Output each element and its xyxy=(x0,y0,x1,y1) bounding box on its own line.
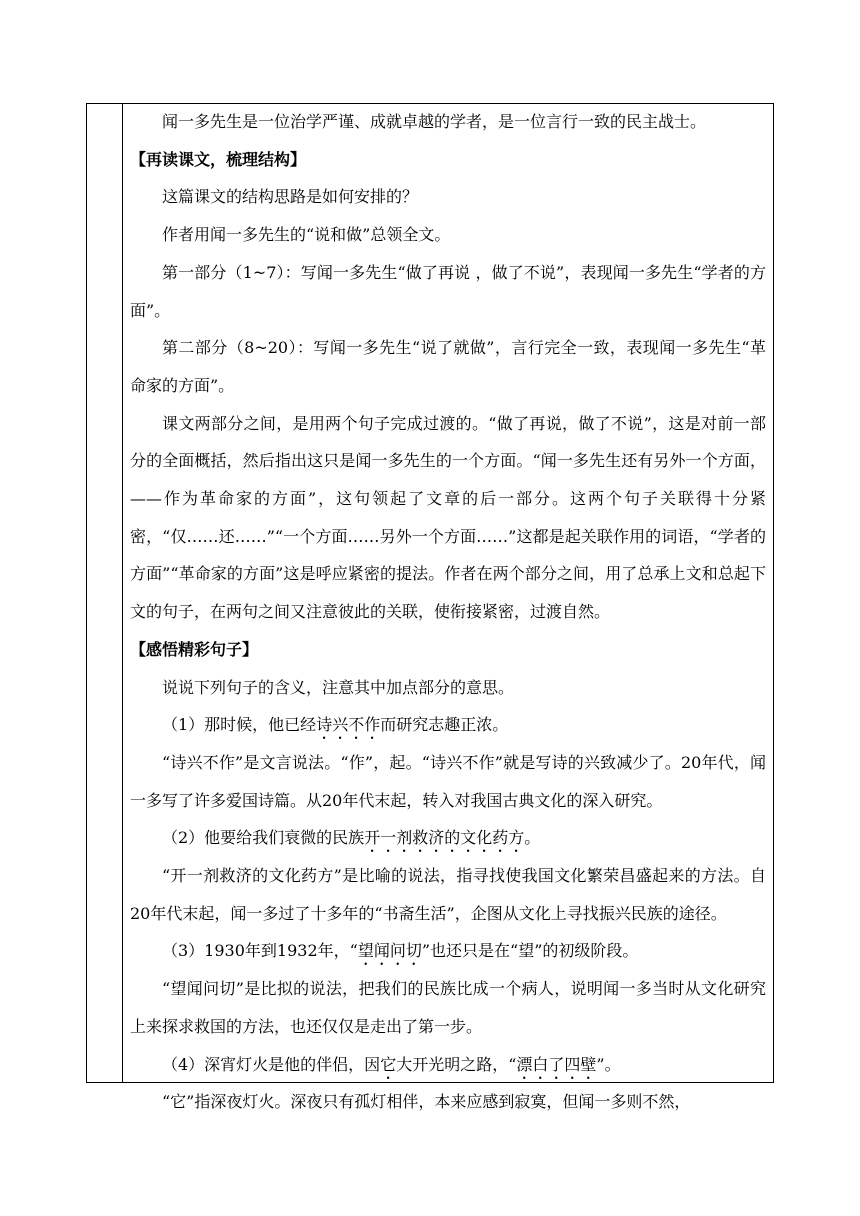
example-sentence-3 xyxy=(130,932,766,970)
emphasized-phrase: 它 xyxy=(380,1054,397,1074)
column-divider xyxy=(122,104,123,1082)
sentence-text: （3）1930年到1932年，“ xyxy=(162,941,358,961)
emphasized-phrase: 诗兴不作 xyxy=(316,715,381,735)
sentence-text: ”也还只是在“望”的初级阶段。 xyxy=(421,941,639,961)
paragraph: 第二部分（8~20）：写闻一多先生“说了就做”，言行完全一致，表现闻一多先生“革命家的方面”。 xyxy=(130,338,766,395)
example-sentence-1 xyxy=(130,706,766,744)
paragraph: “它”指深夜灯火。深夜只有孤灯相伴，本来应感到寂寞，但闻一多则不然， xyxy=(162,1092,691,1112)
sentence-text: 。 xyxy=(524,828,541,848)
sentence-text: （2）他要给我们衰微的民族 xyxy=(162,828,365,848)
sentence-text: ”。 xyxy=(596,1054,621,1074)
emphasized-phrase: 望闻问切 xyxy=(357,941,422,961)
section-heading-sentences: 【感悟精彩句子】 xyxy=(130,639,259,659)
paragraph: 闻一多先生是一位治学严谨、成就卓越的学者，是一位言行一致的民主战士。 xyxy=(162,112,707,131)
paragraph: 这篇课文的结构思路是如何安排的？ xyxy=(162,187,419,207)
paragraph: “开一剂救济的文化药方”是比喻的说法，指寻找使我国文化繁荣昌盛起来的方法。自20年代末起，闻一多过了十多年的“书斋生活”，企图从文化上寻找振兴民族的途径。 xyxy=(130,866,766,923)
sentence-text: （1）那时候，他已经 xyxy=(162,715,317,735)
sentence-text: 大开光明之路，“ xyxy=(396,1054,517,1074)
section-heading-reread: 【再读课文，梳理结构】 xyxy=(130,149,307,169)
paragraph: 作者用闻一多先生的“说和做”总领全文。 xyxy=(162,225,451,245)
sentence-text: 而研究志趣正浓。 xyxy=(380,715,509,735)
emphasized-phrase: 漂白了四壁 xyxy=(516,1054,597,1074)
paragraph: 课文两部分之间，是用两个句子完成过渡的。“做了再说，做了不说”，这是对前一部分的全面概括，然后指出这只是闻一多先生的一个方面。“闻一多先生还有另外一个方面，——作为革命家的方面”，这句领起了文章的后一部分。这两个句子关联得十分紧密，“仅……还……”“一个方面……另外一个方面……”这都是起关联作用的词语，“学者的方面”“革命家的方面”这是呼应紧密的提法。作者在两个部分之间，用了总承上文和总起下文的句子，在两句之间又注意彼此的关联，使衔接紧密，过渡自然。 xyxy=(130,413,766,622)
example-sentence-2 xyxy=(130,819,766,857)
sentence-text: （4）深宵灯火是他的伴侣，因 xyxy=(162,1054,381,1074)
document-body xyxy=(130,103,766,1121)
emphasized-phrase: 开一剂救济的文化药方 xyxy=(364,828,525,848)
paragraph: “望闻问切”是比拟的说法，把我们的民族比成一个病人，说明闻一多当时从文化研究上来探求救国的方法，也还仅仅是走出了第一步。 xyxy=(130,979,766,1036)
paragraph: 说说下列句子的含义，注意其中加点部分的意思。 xyxy=(162,677,515,697)
example-sentence-4 xyxy=(130,1046,766,1084)
paragraph: 第一部分（1~7）：写闻一多先生“做了再说 ，做了不说”，表现闻一多先生“学者的方面”。 xyxy=(130,262,766,320)
paragraph: “诗兴不作”是文言说法。“作”，起。“诗兴不作”就是写诗的兴致减少了。20年代，闻一多写了许多爱国诗篇。从20年代末起，转入对我国古典文化的深入研究。 xyxy=(130,752,766,810)
